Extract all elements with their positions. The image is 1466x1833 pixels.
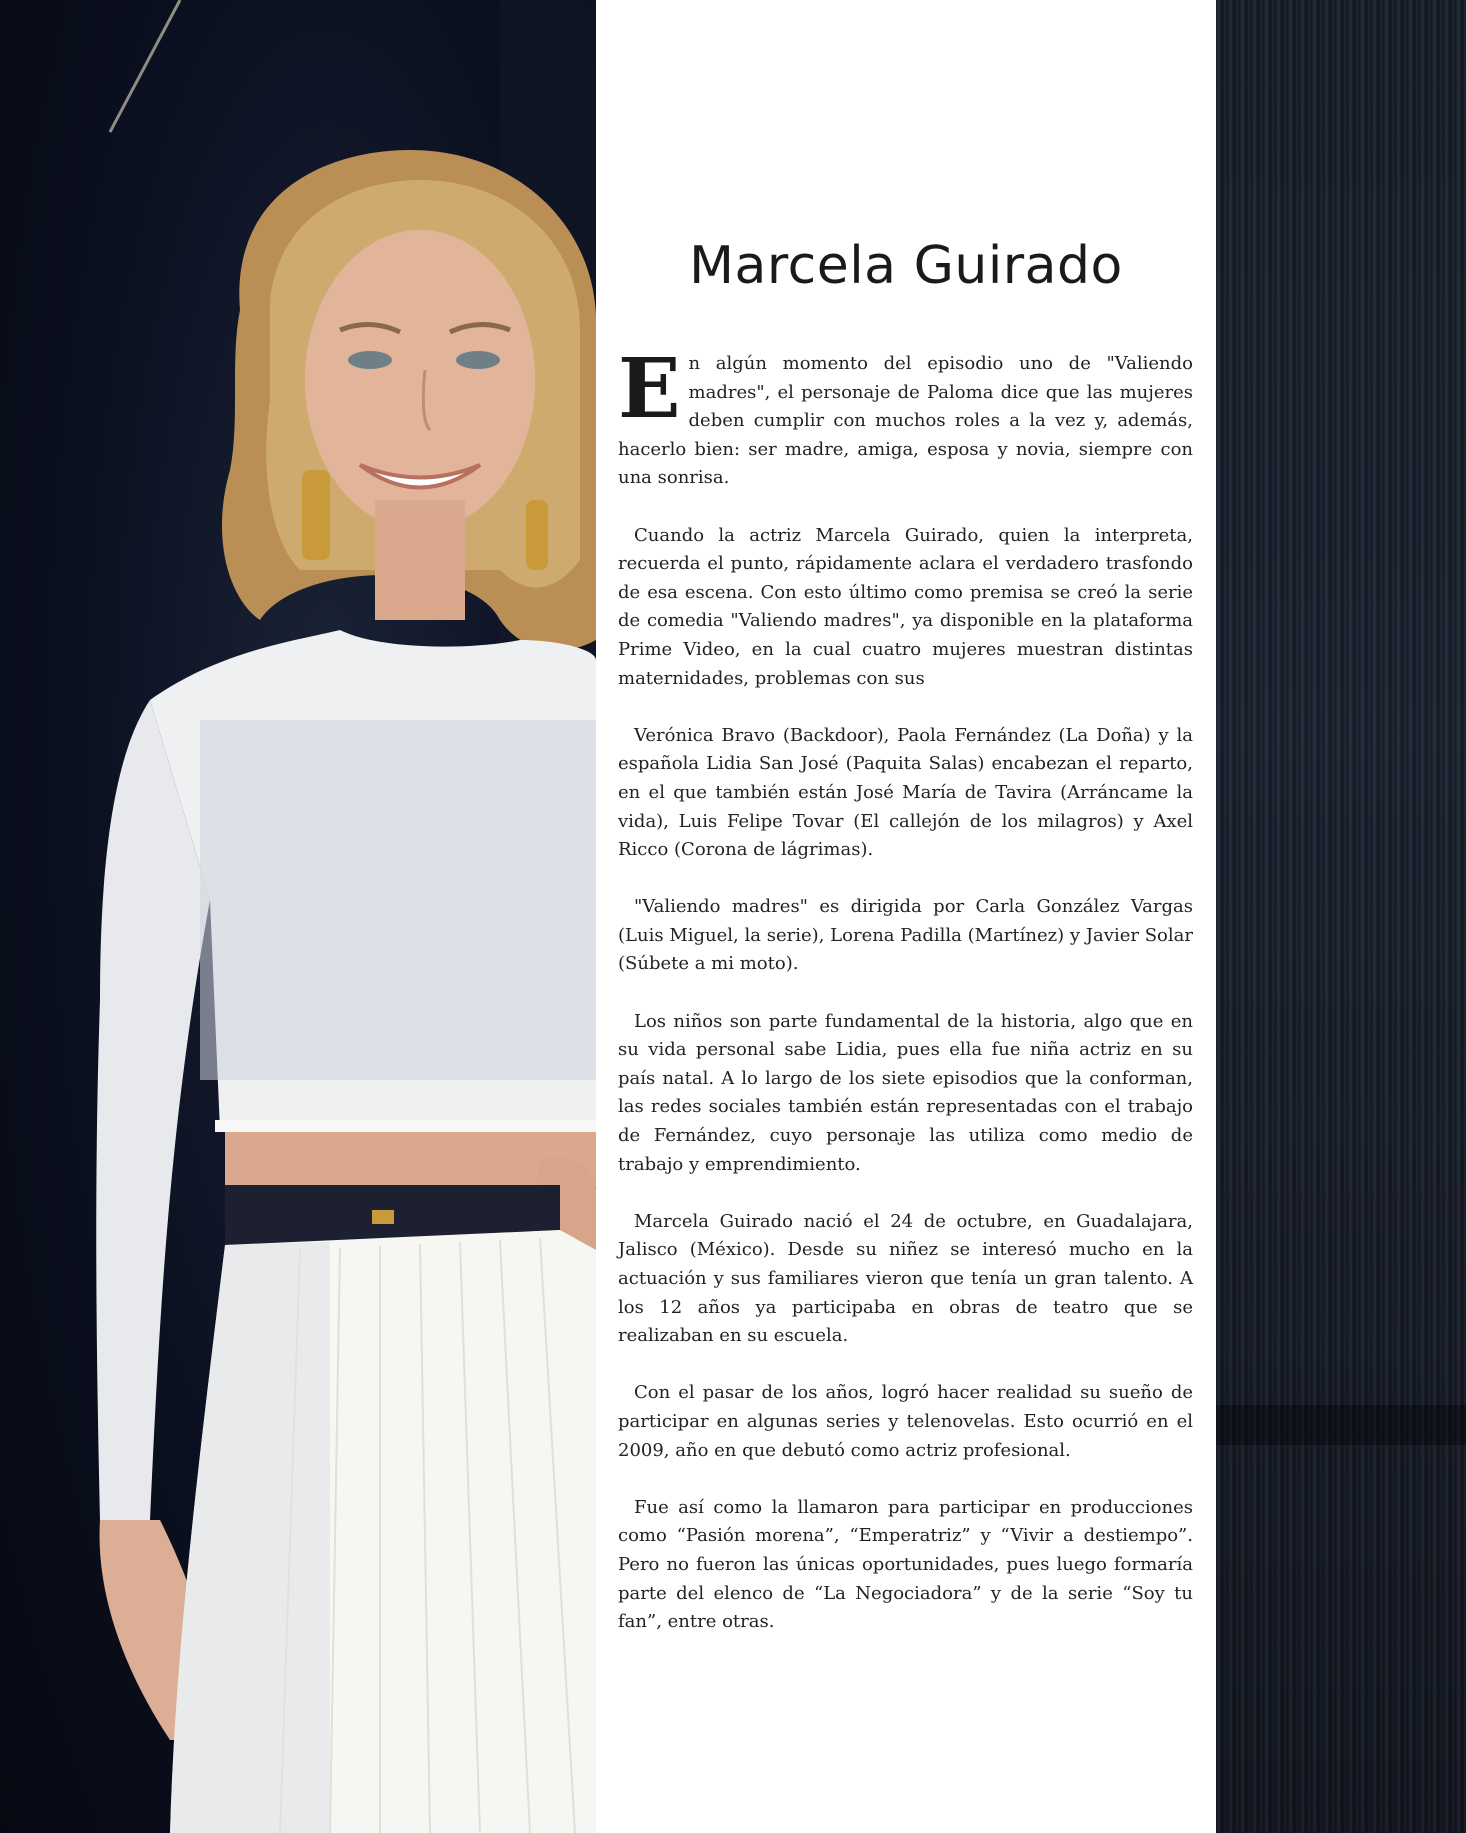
dropcap-letter: E	[618, 341, 681, 437]
paragraph-7: Con el pasar de los años, logró hacer realidad su sueño de participar en algunas series y telenovelas. Esto ocurrió en el 2009, año en que debutó como actriz profesional.	[618, 1382, 1193, 1461]
curtain-shade	[1216, 0, 1466, 1833]
paragraph-1-text: n algún momento del episodio uno de "Valiendo madres", el personaje de Paloma dice que las mujeres deben cumplir con muchos roles a la vez y, además, hacerlo bien: ser madre, amiga, esposa y novia, siempre con una sonrisa.	[618, 353, 1193, 489]
paragraph-8: Fue así como la llamaron para participar en producciones como “Pasión morena”, “Emperatriz” y “Vivir a destiempo”. Pero no fueron las únicas oportunidades, pues luego formaría parte del elenco de “La Negociadora” y de la serie “Soy tu fan”, entre otras.	[618, 1496, 1193, 1633]
paragraph-3: Verónica Bravo (Backdoor), Paola Fernández (La Doña) y la española Lidia San José (Paquita Salas) encabezan el reparto, en el que también están José María de Tavira (Arráncame la vida), Luis Felipe Tovar (El callejón de los milagros) y Axel Ricco (Corona de lágrimas).	[618, 724, 1193, 861]
paragraph-6: Marcela Guirado nació el 24 de octubre, en Guadalajara, Jalisco (México). Desde su niñez se interesó mucho en la actuación y sus familiares vieron que tenía un gran talento. A los 12 años ya participaba en obras de teatro que se realizaban en su escuela.	[618, 1210, 1193, 1347]
paragraph-2: Cuando la actriz Marcela Guirado, quien la interpreta, recuerda el punto, rápidamente aclara el verdadero trasfondo de esa escena. Con esto último como premisa se creó la serie de comedia "Valiendo madres", ya disponible en la plataforma Prime Video, en la cual cuatro mujeres muestran distintas maternidades, problemas con sus	[618, 524, 1193, 689]
paragraph-5: Los niños son parte fundamental de la historia, algo que en su vida personal sabe Lidia, pues ella fue niña actriz en su país natal. A lo largo de los siete episodios que la conforman, las redes sociales también están representadas con el trabajo de Fernández, cuyo personaje las utiliza como medio de trabajo y emprendimiento.	[618, 1010, 1193, 1175]
paragraph-4: "Valiendo madres" es dirigida por Carla González Vargas (Luis Miguel, la serie), Lorena Padilla (Martínez) y Javier Solar (Súbete a mi moto).	[618, 896, 1193, 975]
article-body	[618, 341, 1193, 1665]
curtain-backdrop	[1216, 0, 1466, 1833]
article-title: Marcela Guirado	[689, 236, 1123, 296]
curtain-band	[1216, 1405, 1466, 1445]
article-page	[596, 0, 1216, 1833]
portrait-photo	[0, 0, 596, 1833]
paragraph-1	[618, 341, 1193, 493]
